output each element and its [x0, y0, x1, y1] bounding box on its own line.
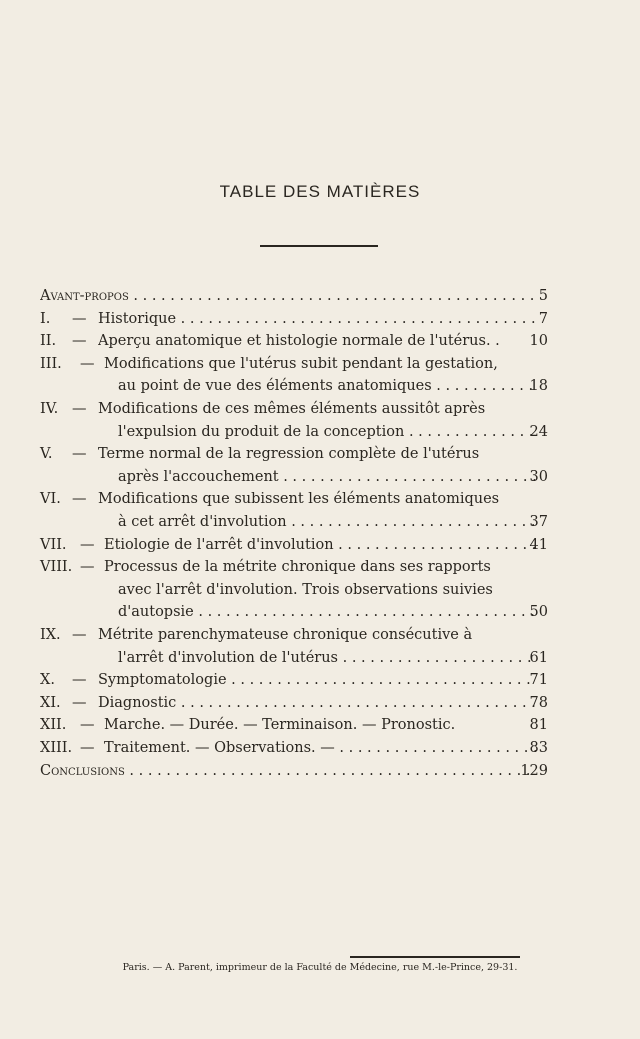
- entry-title-line: Terme normal de la regression complète de l'utérus: [98, 446, 480, 463]
- page-number: 71: [529, 672, 548, 689]
- toc-entry: [0, 692, 640, 715]
- entry-title-line: après l'accouchement . . .: [118, 466, 536, 488]
- chapter-number: III.: [40, 355, 62, 372]
- entry-title-line: avec l'arrêt d'involution. Trois observations suivies: [118, 581, 493, 598]
- chapter-number: I.: [40, 310, 51, 327]
- chapter-dash: —: [72, 491, 87, 508]
- chapter-dash: —: [80, 559, 95, 576]
- page-number: 50: [529, 604, 548, 621]
- chapter-dash: —: [80, 536, 95, 553]
- footer-rule: [350, 956, 520, 958]
- toc-entry: [0, 737, 640, 760]
- page-number: 83: [529, 740, 548, 756]
- entry-title-line: l'expulsion du produit de la conception . . .: [118, 421, 536, 443]
- entry-title-line: Aperçu anatomique et histologie normale de l'utérus. .: [98, 333, 500, 350]
- chapter-number: XI.: [40, 694, 61, 711]
- page-number: 24: [529, 423, 548, 440]
- toc-entry: [0, 714, 640, 737]
- entry-title-line: Avant-propos . . .: [40, 285, 536, 307]
- entry-title-line: d'autopsie . . .: [118, 601, 536, 623]
- page-number: 81: [529, 717, 548, 734]
- entry-title-line: Diagnostic . . .: [98, 692, 536, 714]
- chapter-number: V.: [40, 446, 53, 463]
- chapter-dash: —: [72, 627, 87, 643]
- printer-footer: Paris. — A. Parent, imprimeur de la Faculté de Médecine, rue M.-le-Prince, 29-31.: [122, 962, 518, 973]
- chapter-dash: —: [80, 717, 95, 734]
- chapter-number: VIII.: [40, 559, 73, 576]
- entry-title-line: Modifications de ces mêmes éléments aussitôt après: [98, 401, 486, 417]
- title-rule: [260, 245, 378, 247]
- page-number: 18: [529, 378, 548, 395]
- chapter-number: XIII.: [40, 740, 73, 756]
- entry-title-line: Etiologie de l'arrêt d'involution . . .: [104, 534, 536, 556]
- toc-entry: [0, 308, 640, 331]
- entry-title-line: Traitement. — Observations. — . . .: [104, 737, 536, 759]
- entry-title-line: à cet arrêt d'involution . . .: [118, 511, 536, 533]
- entry-title-line: Métrite parenchymateuse chronique consécutive à: [98, 627, 473, 643]
- chapter-dash: —: [80, 355, 95, 372]
- page-number: 41: [529, 536, 548, 553]
- entry-title-line: Modifications que l'utérus subit pendant la gestation,: [104, 355, 498, 372]
- chapter-dash: —: [72, 401, 87, 417]
- page-number: 7: [538, 310, 548, 327]
- entry-title-line: au point de vue des éléments anatomiques . . . . . .: [118, 375, 536, 397]
- page-number: 61: [529, 649, 548, 666]
- entry-title-line: l'arrêt d'involution de l'utérus . . .: [118, 647, 536, 669]
- entry-title-line: Modifications que subissent les éléments anatomiques: [98, 491, 500, 508]
- toc-entry: [0, 624, 640, 669]
- page-title: TABLE DES MATIÈRES: [219, 182, 421, 201]
- chapter-dash: —: [80, 740, 95, 756]
- toc-entry: [0, 285, 640, 308]
- chapter-number: VI.: [40, 491, 61, 508]
- toc-entry: [0, 353, 640, 398]
- chapter-dash: —: [72, 446, 87, 463]
- entry-title-line: Processus de la métrite chronique dans ses rapports: [104, 559, 491, 576]
- toc-entry: [0, 534, 640, 557]
- page-number: 129: [520, 762, 548, 779]
- chapter-number: IV.: [40, 401, 59, 417]
- page-number: 10: [529, 333, 548, 350]
- toc-entry: [0, 330, 640, 353]
- page-number: 5: [538, 288, 548, 304]
- entry-title-line: Marche. — Durée. — Terminaison. — Pronostic.: [104, 717, 456, 734]
- chapter-number: VII.: [40, 536, 67, 553]
- toc-entry: [0, 488, 640, 533]
- chapter-dash: —: [72, 310, 87, 327]
- page-number: 78: [529, 694, 548, 711]
- page-number: 37: [529, 513, 548, 530]
- chapter-dash: —: [72, 672, 87, 689]
- chapter-number: II.: [40, 333, 57, 350]
- entry-title-line: Symptomatologie . . .: [98, 669, 536, 691]
- toc-entry: [0, 669, 640, 692]
- toc-entry: [0, 556, 640, 624]
- toc-entry: [0, 443, 640, 488]
- chapter-number: X.: [40, 672, 55, 689]
- toc-entry: [0, 760, 640, 783]
- entry-title-line: Historique . . .: [98, 308, 536, 330]
- page-number: 30: [529, 468, 548, 485]
- chapter-number: XII.: [40, 717, 67, 734]
- chapter-number: IX.: [40, 627, 61, 643]
- chapter-dash: —: [72, 694, 87, 711]
- entry-title-line: Conclusions . . .: [40, 760, 536, 782]
- chapter-dash: —: [72, 333, 87, 350]
- toc-entry: [0, 398, 640, 443]
